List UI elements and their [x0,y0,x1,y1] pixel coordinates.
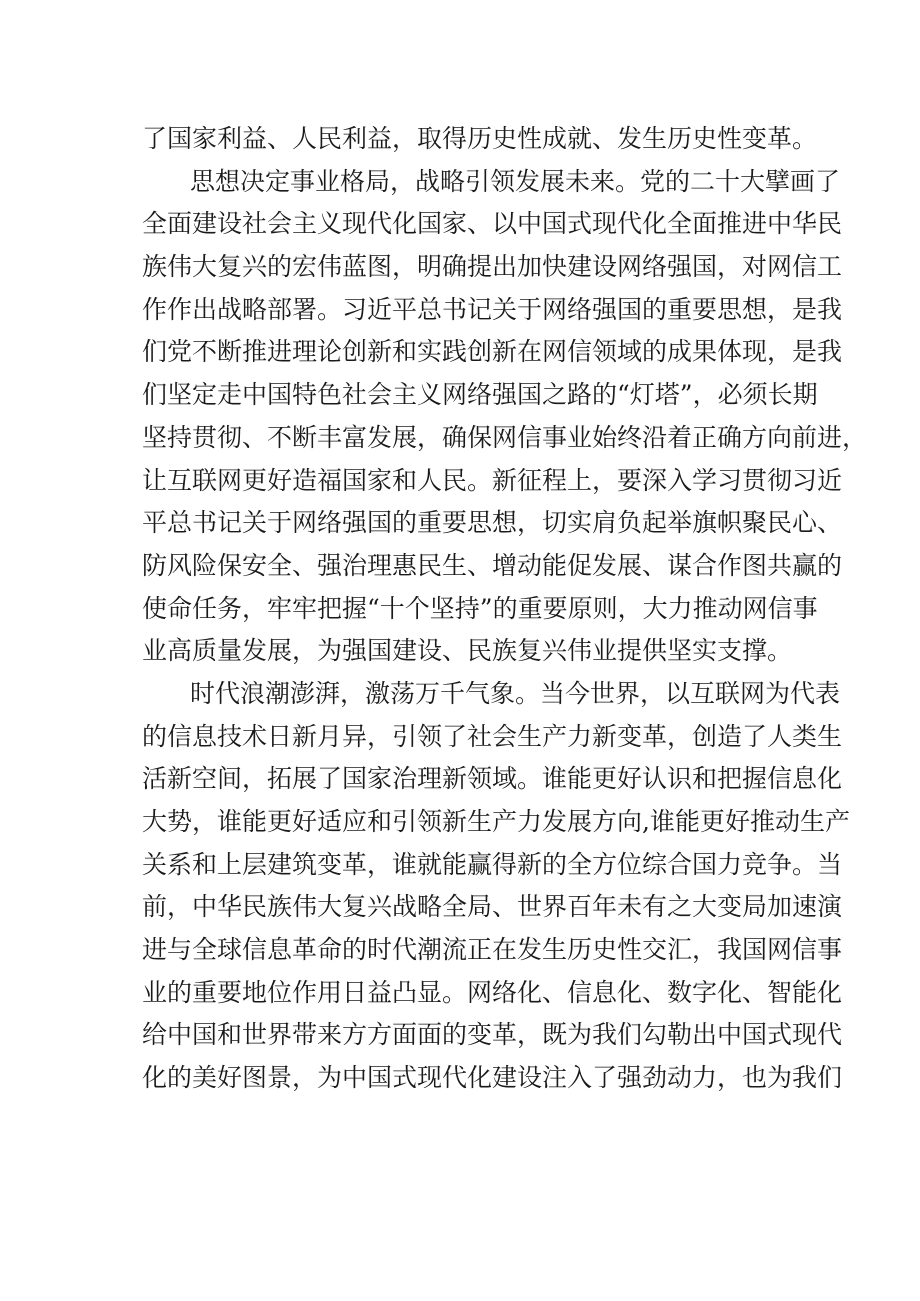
text-line: 们坚定走中国特色社会主义网络强国之路的“灯塔”，必须长期 [142,380,818,410]
text-line: 化的美好图景，为中国式现代化建设注入了强劲动力，也为我们 [142,1063,843,1093]
text-line: 使命任务，牢牢把握“十个坚持”的重要原则，大力推动网信事 [142,593,818,623]
text-line: 平总书记关于网络强国的重要思想，切实肩负起举旗帜聚民心、 [142,508,843,538]
text-line: 思想决定事业格局，战略引领发展未来。党的二十大擘画了 [190,166,841,196]
text-line: 给中国和世界带来方方面面的变革，既为我们勾勒出中国式现代 [142,1020,843,1050]
text-line: 关系和上层建筑变革，谁就能赢得新的全方位综合国力竞争。当 [142,849,843,879]
text-line: 业高质量发展，为强国建设、民族复兴伟业提供坚实支撑。 [142,636,793,666]
text-line: 前，中华民族伟大复兴战略全局、世界百年未有之大变局加速演 [142,892,843,922]
text-line: 大势，谁能更好适应和引领新生产力发展方向,谁能更好推动生产 [142,807,850,836]
text-line: 了国家利益、人民利益，取得历史性成就、发生历史性变革。 [142,124,818,153]
text-line: 们党不断推进理论创新和实践创新在网信领域的成果体现，是我 [142,337,843,367]
text-line: 作作出战略部署。习近平总书记关于网络强国的重要思想，是我 [142,294,843,324]
text-line: 时代浪潮澎湃，激荡万千气象。当今世界，以互联网为代表 [190,678,841,708]
document-page [142,118,868,1100]
text-line: 的信息技术日新月异，引领了社会生产力新变革，创造了人类生 [142,721,843,751]
text-line: 坚持贯彻、不断丰富发展，确保网信事业始终沿着正确方向前进， [142,422,868,452]
text-line: 让互联网更好造福国家和人民。新征程上，要深入学习贯彻习近 [142,465,843,495]
text-line: 业的重要地位作用日益凸显。网络化、信息化、数字化、智能化 [142,977,843,1007]
text-line: 防风险保安全、强治理惠民生、增动能促发展、谋合作图共赢的 [142,550,843,580]
text-line: 进与全球信息革命的时代潮流正在发生历史性交汇，我国网信事 [142,935,843,965]
text-line: 活新空间，拓展了国家治理新领域。谁能更好认识和把握信息化 [142,764,843,794]
text-line: 全面建设社会主义现代化国家、以中国式现代化全面推进中华民 [142,209,843,239]
text-line: 族伟大复兴的宏伟蓝图，明确提出加快建设网络强国，对网信工 [142,252,843,282]
